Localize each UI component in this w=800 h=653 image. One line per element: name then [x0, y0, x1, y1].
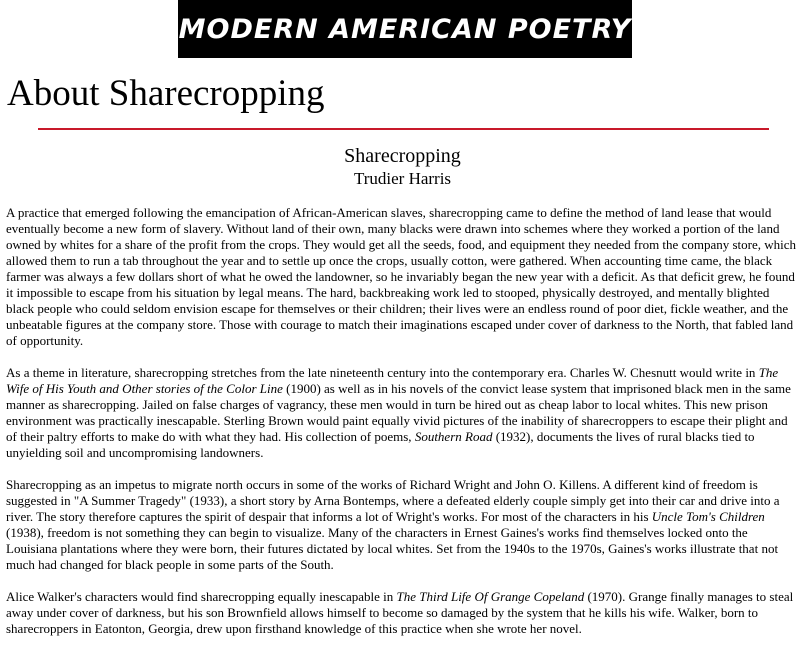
book-title-third-life-of-grange-copeland: The Third Life Of Grange Copeland [396, 589, 585, 604]
paragraph-2 [6, 365, 798, 461]
site-banner [0, 0, 800, 62]
paragraph-1 [6, 205, 798, 349]
site-logo-text: MODERN AMERICAN POETRY [178, 13, 632, 45]
paragraph-1-text: A practice that emerged following the emancipation of African-American slaves, sharecropping came to define the method of land lease that would eventually become a new form of slavery. Without land of their own, many blacks were drawn into schemes where they worked a portion of the land owned by whites for a share of the profit from the crops. They would get all the seeds, food, and equipment they needed from the company store, which allowed them to run a tab throughout the year and to settle up once the crops, usually cotton, were gathered. When accounting time came, the black farmer was always a few dollars short of what he owed the landowner, so he invariably began the new year with a deficit. As that deficit grew, he found it impossible to escape from his situation by legal means. The hard, backbreaking work led to stooped, physically destroyed, and mentally blighted black people who could seldom envision escape for themselves or their children; their lives were an endless round of poor diet, fickle weather, and the unbeatable figures at the company store. Those with courage to match their imaginations escaped under cover of darkness to the North, that fabled land of opportunity. [6, 205, 797, 348]
divider-rule [38, 128, 769, 130]
book-title-southern-road: Southern Road [414, 429, 493, 444]
paragraph-3-text-c: (1938), freedom is not something they can begin to visualize. Many of the characters in Ernest Gaines's works find themselves locked onto the Louisiana plantations where they were born, their futures dictated by local whites. Set from the 1940s to the 1970s, Gaines's works illustrate that not much had changed for black people in some parts of the South. [6, 525, 779, 572]
book-title-wife-of-his-youth: The Wife of His Youth and Other stories of the Color Line [6, 365, 779, 396]
paragraph-2-text-e: (1932), documents the lives of rural blacks tied to unyielding soil and uncompromising landowners. [6, 429, 755, 460]
paragraph-3-text-a: Sharecropping as an impetus to migrate north occurs in some of the works of Richard Wright and John O. Killens. A different kind of freedom is suggested in "A Summer Tragedy" (1933), a short story by Arna Bontemps, where a defeated elderly couple simply get into their car and drive into a river. The story therefore captures the spirit of despair that informs a lot of Wright's works. For most of the characters in his [6, 477, 780, 524]
paragraph-4-text-c: (1970). Grange finally manages to steal away under cover of darkness, but his son Brownfield allows himself to become so damaged by the system that he kills his wife. Walker, born to sharecroppers in Eatonton, Georgia, drew upon firsthand knowledge of this practice when she wrote her novel. [6, 589, 794, 636]
article-header [0, 145, 800, 189]
paragraph-2-text-c: (1900) as well as in his novels of the convict lease system that imprisoned black men in the same manner as sharecropping. Jailed on false charges of vagrancy, these men would in turn be hired out as cheap labor to local whites. This new prison environment was practically inescapable. Sterling Brown would paint equally vivid pictures of the inability of sharecroppers to escape their plight and of their paltry efforts to make do with what they had. His collection of poems, [6, 381, 791, 444]
page-title: About Sharecropping [7, 73, 325, 114]
site-logo[interactable] [178, 0, 632, 58]
article-body [6, 205, 798, 653]
paragraph-2-text-a: As a theme in literature, sharecropping stretches from the late nineteenth century into the contemporary era. Charles W. Chesnutt would write in [6, 365, 759, 380]
paragraph-4-text-a: Alice Walker's characters would find sharecropping equally inescapable in [6, 589, 397, 604]
paragraph-3 [6, 477, 798, 573]
book-title-uncle-toms-children: Uncle Tom's Children [651, 509, 765, 524]
article-title: Sharecropping [344, 145, 461, 167]
paragraph-4 [6, 589, 798, 637]
article-author: Trudier Harris [353, 169, 452, 188]
